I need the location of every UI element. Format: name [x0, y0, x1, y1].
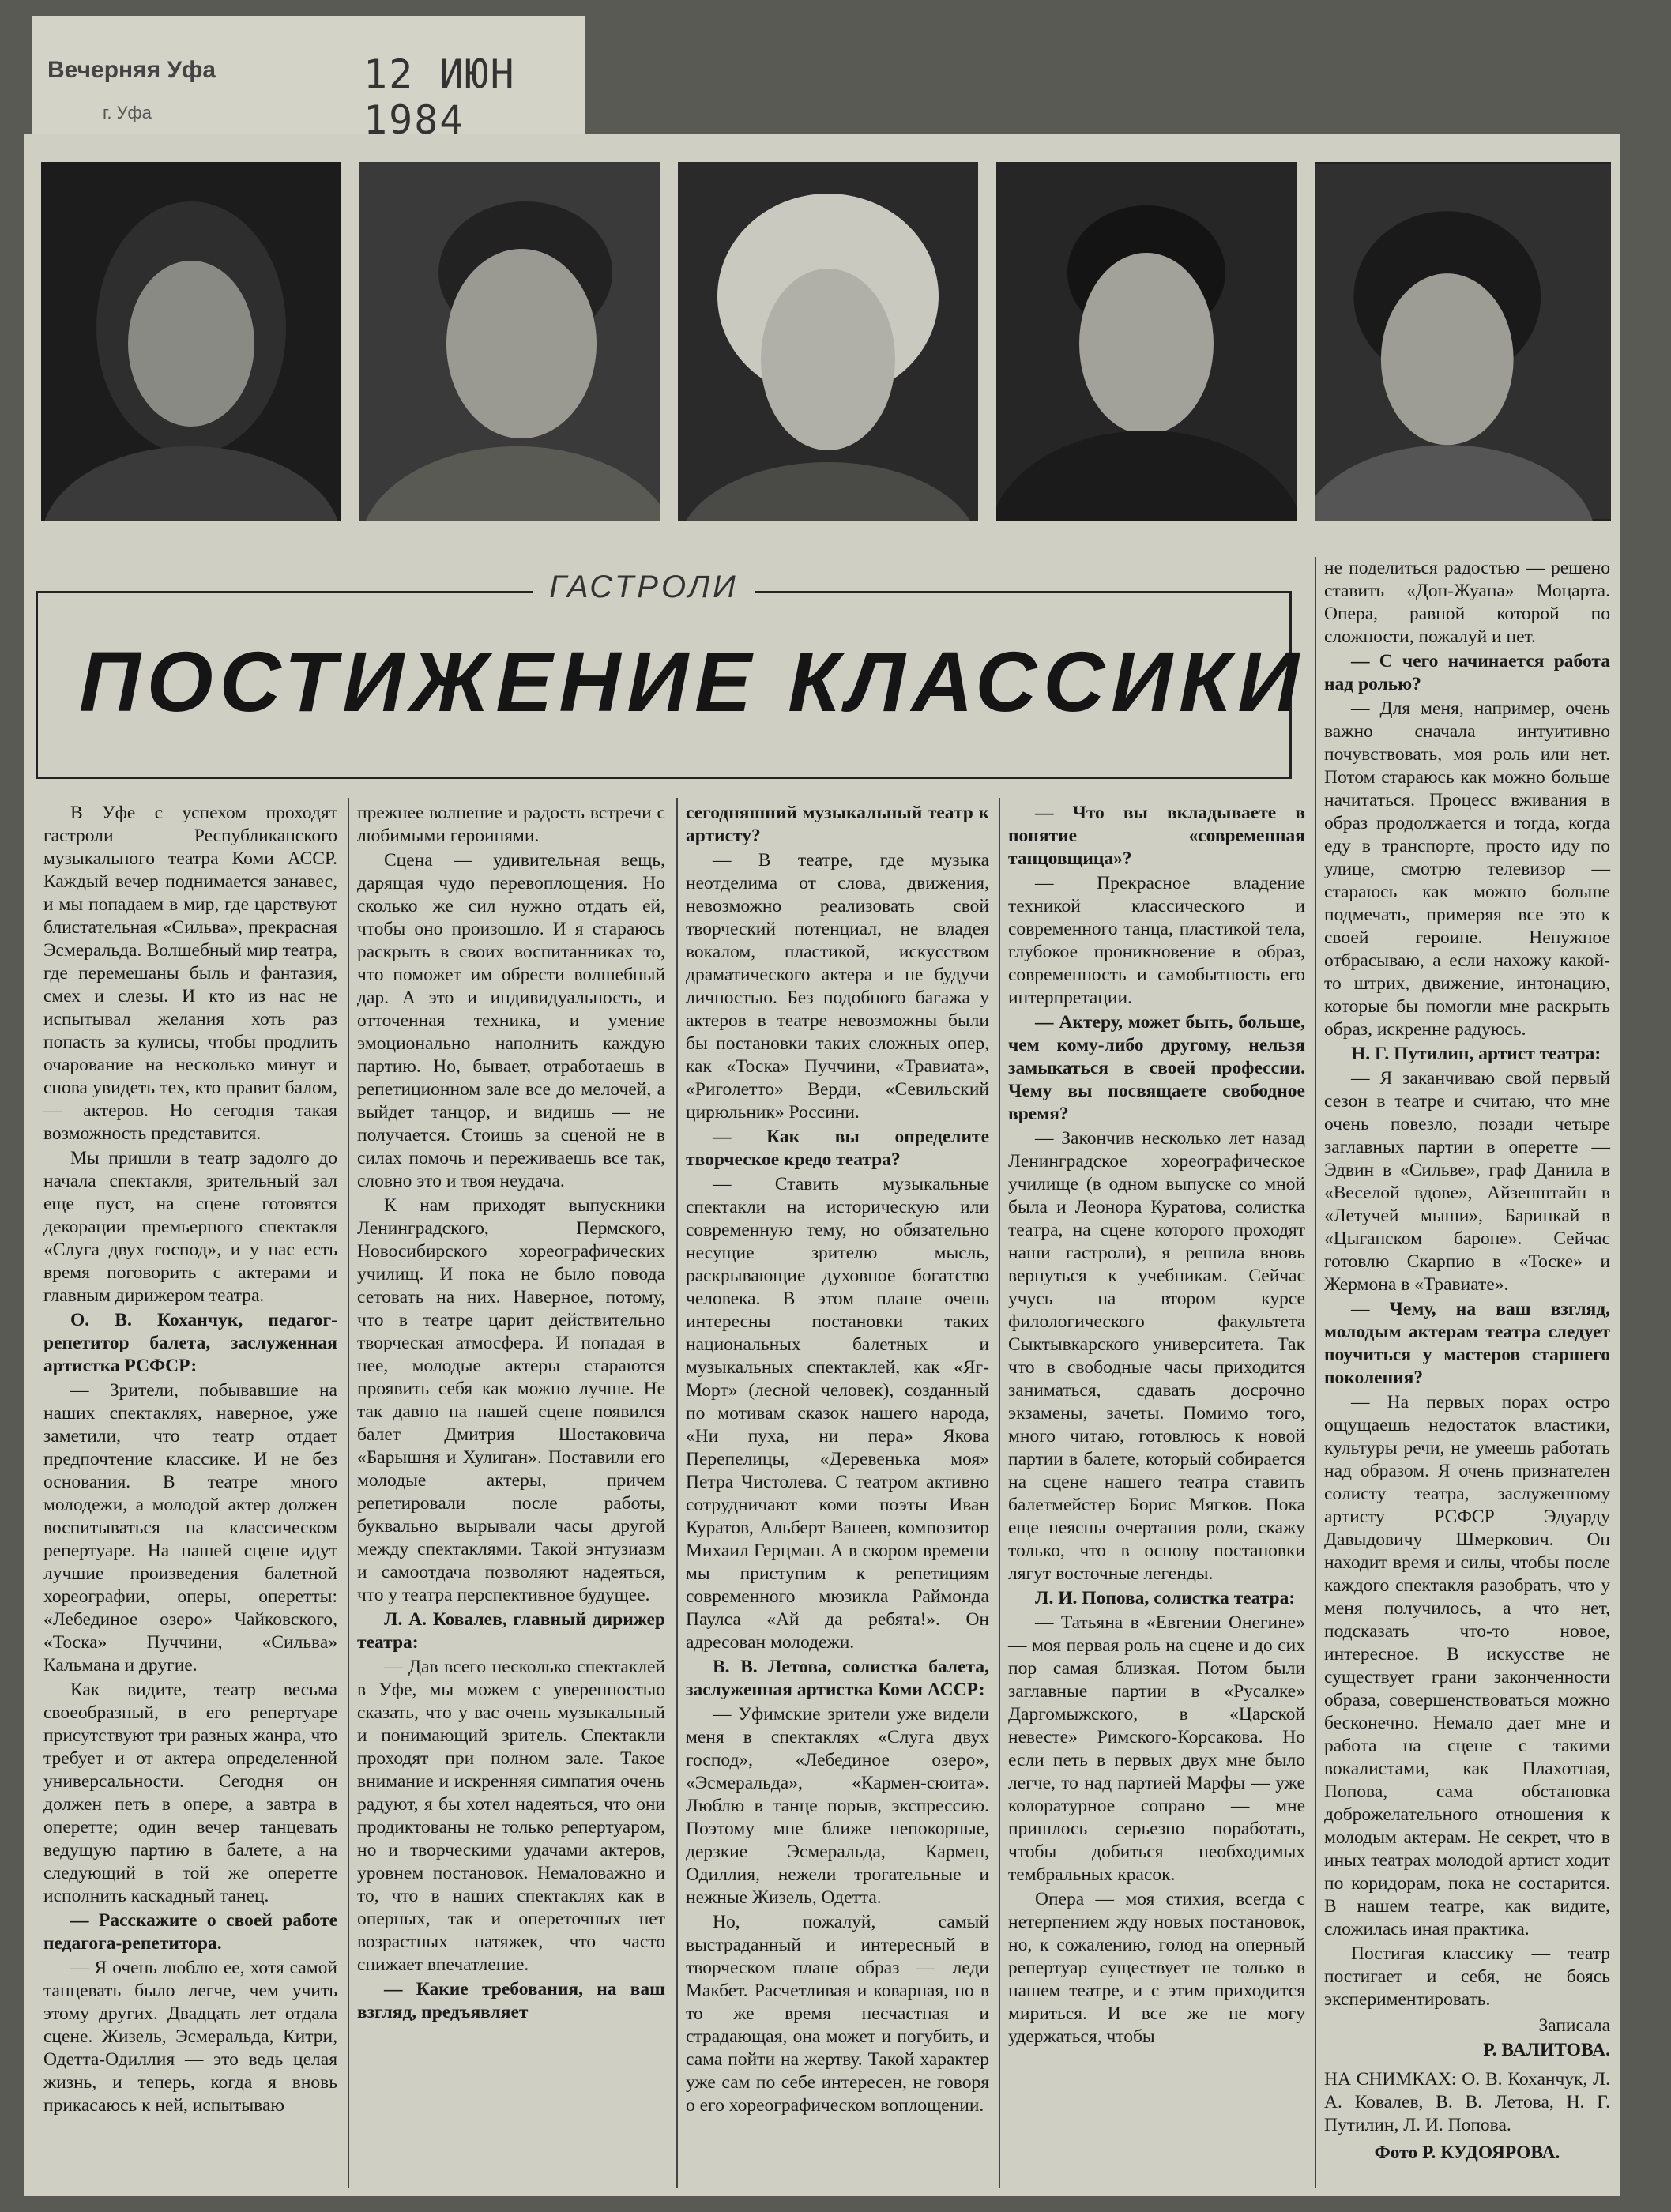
date-stamp: 12 ИЮН 1984: [363, 51, 516, 143]
article-paragraph: Мы пришли в театр задолго до начала спектакля, зрительный зал еще пуст, на сцене готовятся декорации премьерного спектакля «Слуга двух господ», и у нас есть время поговорить с актерами и главным дирижером театра.: [43, 1148, 337, 1306]
article-subheading: — Чему, на ваш взгляд, молодым актерам театра следует поучиться у мастеров старшего поколения?: [1324, 1299, 1610, 1388]
byline-author: Р. ВАЛИТОВА.: [1483, 2040, 1610, 2060]
byline-recorded: Записала: [1538, 2015, 1610, 2036]
article-subheading: О. В. Коханчук, педагог-репетитор балета, заслуженная артистка РСФСР:: [43, 1310, 337, 1376]
photo-credit: Фото Р. КУДОЯРОВА.: [1374, 2142, 1560, 2163]
article-paragraph: — Я очень люблю ее, хотя самой танцевать было легче, чем учить этому других. Двадцать лет отдала сцене. Жизель, Эсмеральда, Китри, Одетта-Одиллия — это ведь целая жизнь, и теперь, когда я вновь прикасаюсь к ней, испытываю: [43, 1958, 337, 2116]
article-paragraph: — В театре, где музыка неотделима от слова, движения, невозможно реализовать свой творческий потенциал, не владея вокалом, пластикой, искусством драматического актера и не будучи личностью. Без подобного багажа у актеров в театре невозможны были бы постановки таких сложных опер, как «Тоска» Пуччини, «Травиата», «Риголетто» Верди, «Севильский цирюльник» Россини.: [686, 850, 989, 1123]
article-paragraph: — Закончив несколько лет назад Ленинградское хореографическое училище (в одном выпуске со мной была и Леонора Куратова, солистка театра, на сцене которого проходят наши гастроли), я решила вновь вернуться к учебникам. Сейчас учусь на втором курсе филологического факультета Сыктывкарского университета. Так что в свободные часы приходится заниматься, сдавать досрочно экзамены, зачеты. Помимо того, много читаю, готовлюсь к новой партии в балете, который собирается на сцене нашего театра ставить балетмейстер Борис Мягков. Пока еще неясны очертания роли, скажу только, что в основу постановки лягут восточные легенды.: [1008, 1128, 1305, 1584]
article-paragraph: Но, пожалуй, самый выстраданный и интересный в творческом плане образ — леди Макбет. Расчетливая и коварная, но в то же время несчастная и страдающая, она может и погубить, и сама пойти на жертву. Такой характер уже сам по себе интересен, не говоря о его хореографическом воплощении.: [686, 1912, 989, 2116]
column-rule: [1315, 557, 1316, 2188]
article-paragraph: Опера — моя стихия, всегда с нетерпением жду новых постановок, но, к сожалению, голод на оперный репертуар существует не только в нашем театре, и с этим приходится мириться. И все же не могу удержаться, чтобы: [1008, 1889, 1305, 2047]
portrait-photo-3: [678, 162, 978, 521]
article-subheading: — Расскажите о своей работе педагога-репетитора.: [43, 1910, 337, 1954]
article-column-4: [1008, 802, 1305, 2050]
article-paragraph: — Татьяна в «Евгении Онегине» — моя первая роль на сцене и до сих пор самая близкая. Потом были заглавные партии в «Русалке» Даргомыжского, в «Царской невесте» Римского-Корсакова. Но если петь в первых двух мне было легче, то над партией Марфы — уже колоратурное сопрано — мне пришлось серьезно поработать, чтобы добиться необходимых тембральных красок.: [1008, 1612, 1305, 1885]
article-paragraph: — Дав всего несколько спектаклей в Уфе, мы можем с уверенностью сказать, что у вас очень музыкальный и понимающий зритель. Спектакли проходят при полном зале. Такое внимание и искренняя симпатия очень радуют, я бы хотел надеяться, что они продиктованы не только репертуаром, но и творческими удачами актеров, уровнем постановок. Немаловажно и то, что в наших спектаклях как в оперных, так и опереточных нет возрастных натяжек, что часто снижает впечатление.: [357, 1657, 665, 1975]
article-paragraph: прежнее волнение и радость встречи с любимыми героинями.: [357, 803, 665, 846]
masthead-label: [32, 16, 585, 143]
newspaper-name: Вечерняя Уфа: [47, 57, 216, 83]
article-paragraph: — Ставить музыкальные спектакли на историческую или современную тему, но обязательно несущие зрителю мысль, раскрывающие духовное богатство человека. В этом плане очень интересны постановки таких национальных балетных и музыкальных спектаклей, как «Яг-Морт» (лесной человек), созданный по мотивам сказок нашего народа, «Ни пуха, ни пера» Якова Перепелицы, «Деревенька моя» Петра Чистолева. С театром активно сотрудничают коми поэты Иван Куратов, Альберт Ванеев, композитор Михаил Герцман. А в скором времени мы приступим к репетициям современного мюзикла Раймонда Паулса «Ай да ребята!». Он адресован молодежи.: [686, 1174, 989, 1653]
portrait-photo-1: [41, 162, 341, 521]
article-subheading: Л. А. Ковалев, главный дирижер театра:: [357, 1609, 665, 1653]
article-paragraph: К нам приходят выпускники Ленинградского, Пермского, Новосибирского хореографических училищ. И пока не было повода сетовать на них. Наверное, потому, что в театре царит действительно творческая атмосфера. И попадая в нее, молодые актеры стараются проявить себя как можно лучше. Не так давно на нашей сцене появился балет Дмитрия Шостаковича «Барышня и Хулиган». Поставили его молодые актеры, причем репетировали после работы, буквально вырывали часы другой между спектаклями. Такой энтузиазм и самоотдача позволяют надеяться, что у театра перспективное будущее.: [357, 1195, 665, 1605]
article-subheading: Л. И. Попова, солистка театра:: [1035, 1588, 1296, 1608]
article-paragraph: Постигая классику — театр постигает и себя, не боясь экспериментировать.: [1324, 1943, 1610, 2010]
article-paragraph: — Прекрасное владение техникой классического и современного танца, пластикой тела, глубокое проникновение в образ, современность и самобытность его интерпретации.: [1008, 873, 1305, 1008]
photo-caption: НА СНИМКАХ: О. В. Коханчук, Л. А. Ковалев, В. В. Летова, Н. Г. Путилин, Л. И. Попова.: [1324, 2069, 1610, 2135]
article-paragraph: Как видите, театр весьма своеобразный, в его репертуаре присутствуют три разных жанра, что требует и от актера определенной универсальности. Сегодня он должен петь в опере, а завтра в оперетте; один вечер танцевать ведущую партию в балете, а на следующий в той же оперетте исполнить каскадный танец.: [43, 1680, 337, 1906]
article-subheading: — Какие требования, на ваш взгляд, предъявляет: [357, 1979, 665, 2022]
portrait-photo-4: [996, 162, 1297, 521]
article-subheading: В. В. Летова, солистка балета, заслуженная артистка Коми АССР:: [686, 1657, 989, 1700]
portrait-photo-5: [1315, 162, 1611, 521]
portrait-photo-2: [359, 162, 660, 521]
article-subheading: Н. Г. Путилин, артист театра:: [1351, 1044, 1601, 1064]
article-column-1: [43, 802, 337, 2119]
article-paragraph: — Уфимские зрители уже видели меня в спектаклях «Слуга двух господ», «Лебединое озеро», «Эсмеральда», «Кармен-сюита». Люблю в танце порыв, экспрессию. Поэтому мне ближе непокорные, дерзкие Эсмеральда, Кармен, Одиллия, нежели трогательные и нежные Жизель, Одетта.: [686, 1704, 989, 1908]
article-subheading: — С чего начинается работа над ролью?: [1324, 651, 1610, 694]
article-paragraph: не поделиться радостью — решено ставить «Дон-Жуана» Моцарта. Опера, равной которой по сложности, пожалуй и нет.: [1324, 558, 1610, 647]
section-rubric: ГАСТРОЛИ: [533, 559, 755, 615]
article-column-5: [1324, 557, 1610, 2166]
article-column-3: [686, 802, 989, 2119]
article-paragraph: — Для меня, например, очень важно сначала интуитивно почувствовать, моя роль или нет. Потом стараюсь как можно больше начитаться. Процесс вживания в образ продолжается и тогда, когда еду в транспорте, просто иду по улице, смотрю телевизор — стараюсь как можно больше подмечать, примеряя все это к своей героине. Ненужное отбрасываю, а если нахожу какой-то штрих, движение, интонацию, которые бы помогли мне раскрыть образ, искренне радуюсь.: [1324, 698, 1610, 1040]
article-column-2: [357, 802, 665, 2026]
article-subheading: — Как вы определите творческое кредо театра?: [686, 1127, 989, 1170]
column-rule: [348, 798, 349, 2188]
article-paragraph: В Уфе с успехом проходят гастроли Республиканского музыкального театра Коми АССР. Каждый вечер поднимается занавес, и мы попадаем в мир, где царствуют блистательная «Сильва», прекрасная Эсмеральда. Волшебный мир театра, где перемешаны быль и фантазия, смех и слезы. И кто из нас не испытывал желания хоть раз попасть за кулисы, чтобы продлить очарование на несколько минут и снова увидеть тех, кто правит балом, — актеров. Но сегодня такая возможность представится.: [43, 803, 337, 1144]
article-paragraph: — На первых порах остро ощущаешь недостаток властики, культуры речи, не умеешь работать над образом. Я очень признателен солисту театра, заслуженному артисту РСФСР Эдуарду Давыдовичу Шмеркович. Он находит время и силы, чтобы после каждого спектакля разобрать, что у меня получилось, а что нет, подсказать что-то новое, интересное. В искусстве не существует грани законченности образа, совершенствоваться можно бесконечно. Немало дает мне и работа на сцене с такими вокалистами, как Плахотная, Попова, сама обстановка доброжелательного отношения к молодым актерам. Не секрет, что в иных театрах молодой артист ходит по коридорам, пока не состарится. В нашем театре, как видите, сложилась иная практика.: [1324, 1392, 1610, 1939]
column-rule: [999, 798, 1000, 2188]
article-paragraph: Сцена — удивительная вещь, дарящая чудо перевоплощения. Но сколько же сил нужно отдать ей, чтобы оно произошло. И я стараюсь раскрыть в своих воспитанниках то, что поможет им обрести волшебный дар. А это и индивидуальность, и отточенная техника, и умение эмоционально наполнить каждую партию. Но, бывает, отработаешь в репетиционном зале все до мелочей, а выйдет танцор, и видишь — не получается. Стоишь за сценой не в силах помочь и переживаешь все так, словно это и твоя неудача.: [357, 850, 665, 1191]
article-subheading: — Что вы вкладываете в понятие «современная танцовщица»?: [1008, 803, 1305, 869]
article-headline: ПОСТИЖЕНИЕ КЛАССИКИ: [79, 634, 1306, 729]
article-subheading: сегодняшний музыкальный театр к артисту?: [686, 803, 989, 846]
newspaper-city: г. Уфа: [103, 103, 152, 122]
article-paragraph: — Я заканчиваю свой первый сезон в театре и считаю, что мне очень повезло, позади четыре заглавных партии в оперетте — Эдвин в «Сильве», граф Данила в «Веселой вдове», Айзенштайн в «Летучей мыши», Баринкай в «Цыганском бароне». Сейчас готовлю Скарпио в «Тоске» и Жермона в «Травиате».: [1324, 1068, 1610, 1295]
article-paragraph: — Зрители, побывавшие на наших спектаклях, наверное, уже заметили, что театр отдает предпочтение классике. И не без основания. В театре много молодежи, а молодой актер должен воспитываться на классическом репертуаре. На нашей сцене идут лучшие произведения балетной хореографии, оперы, оперетты: «Лебединое озеро» Чайковского, «Тоска» Пуччини, «Сильва» Кальмана и другие.: [43, 1380, 337, 1676]
column-rule: [676, 798, 678, 2188]
article-subheading: — Актеру, может быть, больше, чем кому-либо другому, нельзя замыкаться в своей профессии. Чему вы посвящаете свободное время?: [1008, 1012, 1305, 1124]
